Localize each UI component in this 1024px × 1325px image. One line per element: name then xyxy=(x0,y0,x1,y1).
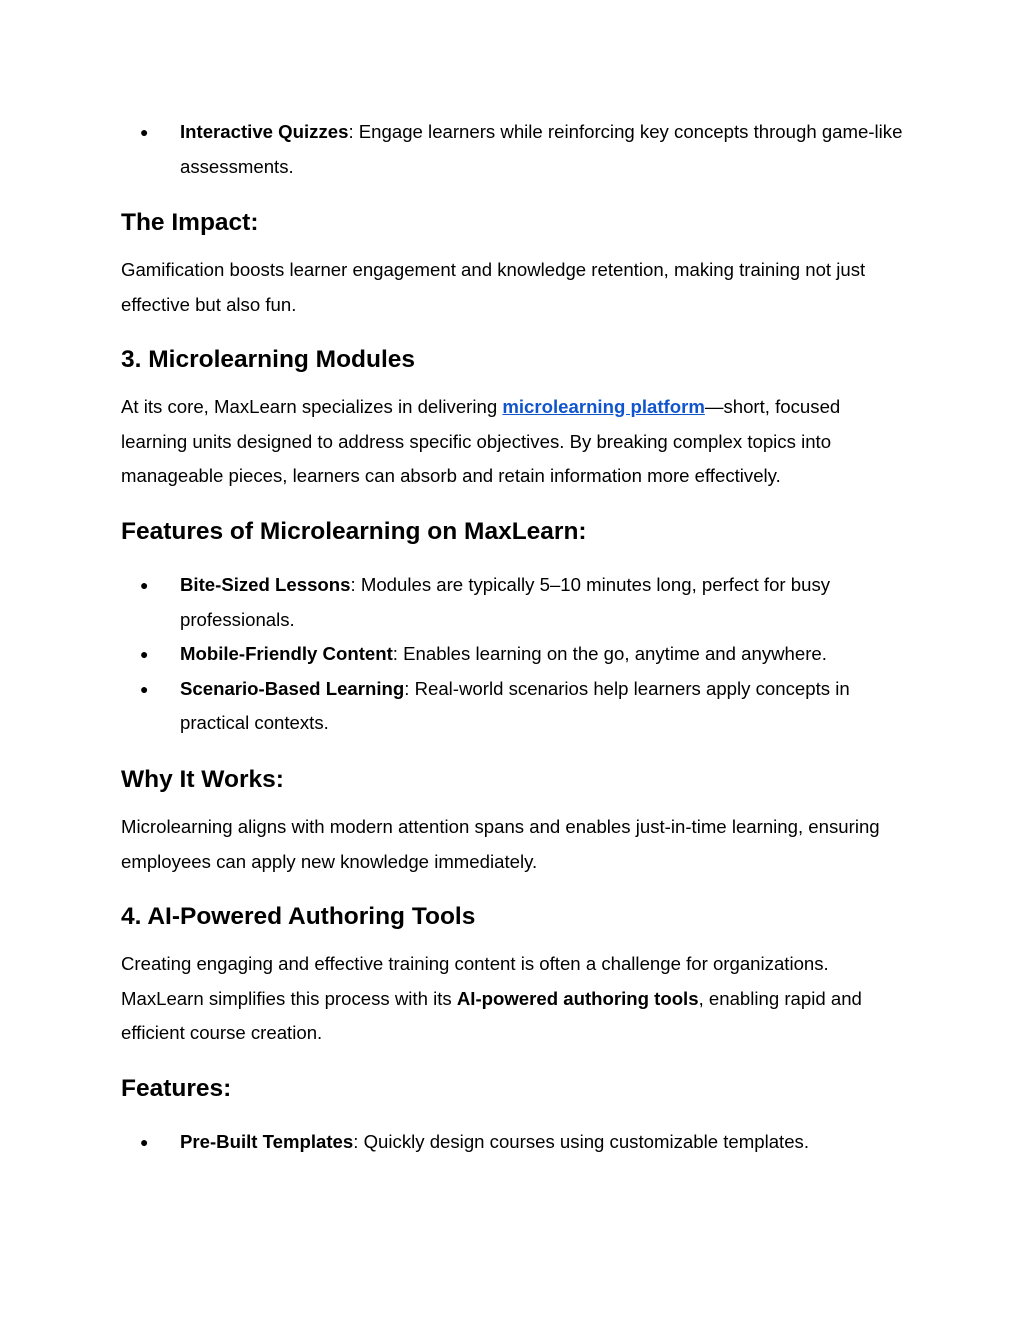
authoring-heading: 4. AI-Powered Authoring Tools xyxy=(121,903,476,930)
list-item-term: Pre-Built Templates xyxy=(180,1131,354,1152)
features-microlearning-list xyxy=(121,568,911,741)
quiz-bullet-list xyxy=(121,115,911,184)
bullet-icon: ● xyxy=(140,680,149,697)
features-microlearning-heading: Features of Microlearning on MaxLearn: xyxy=(121,518,587,545)
bullet-icon: ● xyxy=(140,577,149,593)
microlearning-heading: 3. Microlearning Modules xyxy=(121,346,416,373)
impact-paragraph: Gamification boosts learner engagement and knowledge retention, making training not just effective but also fun. xyxy=(121,259,866,315)
microlearning-text-after: —short, focused learning units designed to address specific objectives. By breaking complex topics into manageable pieces, learners can absorb and retain information more effectively. xyxy=(121,396,841,486)
list-item xyxy=(121,672,911,741)
authoring-text-before: Creating engaging and effective training content is often a challenge for organizations. MaxLearn simplifies this process with its xyxy=(121,953,829,1009)
bullet-icon: ● xyxy=(140,1134,149,1150)
list-item xyxy=(121,1125,911,1160)
list-item-text: : Engage learners while reinforcing key concepts through game-like assessments. xyxy=(180,121,903,177)
list-item-text: : Quickly design courses using customizable templates. xyxy=(353,1131,810,1152)
list-item-term: Interactive Quizzes xyxy=(180,121,349,142)
microlearning-paragraph xyxy=(121,390,911,494)
microlearning-text-before: At its core, MaxLearn specializes in delivering xyxy=(121,396,503,417)
list-item-term: Scenario-Based Learning xyxy=(180,677,405,699)
list-item-term: Mobile-Friendly Content xyxy=(180,643,393,664)
list-item xyxy=(121,637,911,672)
list-item xyxy=(121,115,911,184)
bullet-icon: ● xyxy=(140,646,149,662)
list-item-text: : Real-world scenarios help learners apply concepts in practical contexts. xyxy=(180,677,850,733)
list-item-text: : Modules are typically 5–10 minutes long, perfect for busy professionals. xyxy=(180,574,831,630)
authoring-tools-emphasis: AI-powered authoring tools xyxy=(456,987,699,1009)
impact-heading: The Impact: xyxy=(121,209,259,236)
bullet-icon: ● xyxy=(140,124,149,140)
why-paragraph: Microlearning aligns with modern attention spans and enables just-in-time learning, ensuring employees can apply new knowledge immediately. xyxy=(121,816,880,872)
list-item-term: Bite-Sized Lessons xyxy=(180,574,351,595)
microlearning-platform-link[interactable]: microlearning platform xyxy=(502,396,705,417)
features-list xyxy=(121,1125,911,1160)
list-item xyxy=(121,568,911,637)
list-item-text: : Enables learning on the go, anytime and anywhere. xyxy=(392,643,827,664)
authoring-paragraph xyxy=(121,947,911,1051)
why-heading: Why It Works: xyxy=(121,766,284,793)
authoring-text-after: , enabling rapid and efficient course creation. xyxy=(121,987,862,1043)
features-heading: Features: xyxy=(121,1075,232,1102)
